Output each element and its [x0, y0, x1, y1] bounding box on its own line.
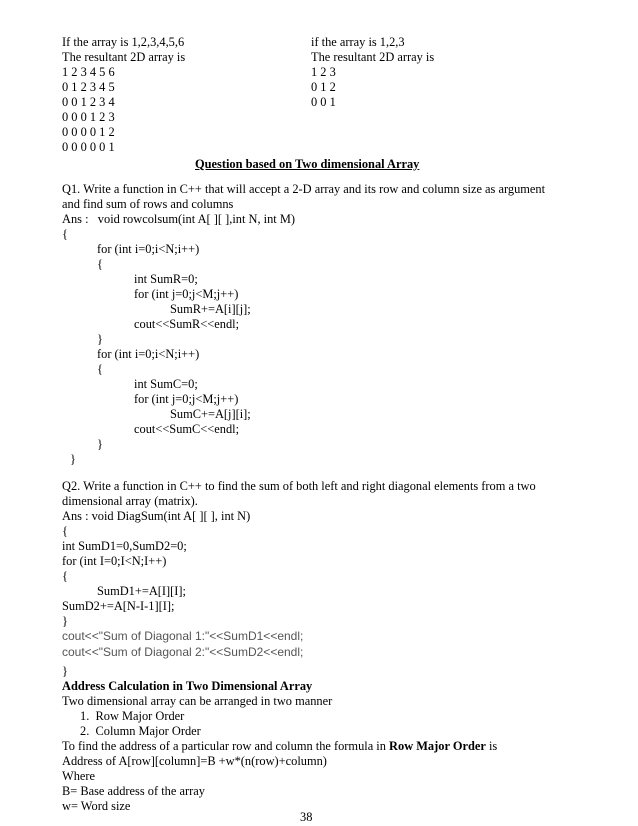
left-example-line: 0 0 0 1 2 3 [62, 110, 115, 124]
code-line: cout<<"Sum of Diagonal 2:"<<SumD2<<endl; [62, 645, 304, 659]
code-line: } [62, 614, 68, 628]
code-line: } [97, 437, 103, 451]
code-line: } [97, 332, 103, 346]
base-address-definition: B= Base address of the array [62, 784, 205, 798]
left-example-line: 0 0 0 0 1 2 [62, 125, 115, 139]
code-line: int SumR=0; [134, 272, 198, 286]
q2-answer-signature: Ans : void DiagSum(int A[ ][ ], int N) [62, 509, 251, 523]
code-line: { [62, 227, 68, 241]
code-line: cout<<SumC<<endl; [134, 422, 240, 436]
code-line: for (int j=0;j<M;j++) [134, 287, 239, 301]
right-example-line: 0 1 2 [311, 80, 336, 94]
q2-text-line2: dimensional array (matrix). [62, 494, 198, 508]
formula-intro-pre: To find the address of a particular row and column the formula in [62, 739, 390, 753]
right-example-line: The resultant 2D array is [311, 50, 435, 64]
code-line: for (int i=0;i<N;i++) [97, 347, 200, 361]
q1-text-line1: Q1. Write a function in C++ that will accept a 2-D array and its row and column size as argument [62, 182, 546, 196]
code-line: { [97, 362, 103, 376]
left-example-line: If the array is 1,2,3,4,5,6 [62, 35, 185, 49]
code-line: { [97, 257, 103, 271]
code-line: cout<<SumR<<endl; [134, 317, 240, 331]
code-line: int SumD1=0,SumD2=0; [62, 539, 187, 553]
address-heading: Address Calculation in Two Dimensional Array [62, 679, 313, 693]
right-example-line: 0 0 1 [311, 95, 336, 109]
left-example-line: 1 2 3 4 5 6 [62, 65, 115, 79]
where-label: Where [62, 769, 96, 783]
code-line: SumR+=A[i][j]; [170, 302, 251, 316]
code-line: for (int i=0;i<N;i++) [97, 242, 200, 256]
list-item: 1. Row Major Order [80, 709, 185, 723]
left-example-line: The resultant 2D array is [62, 50, 186, 64]
section-heading: Question based on Two dimensional Array [195, 157, 420, 171]
code-line: int SumC=0; [134, 377, 198, 391]
row-major-order-term: Row Major Order [389, 739, 486, 753]
page-number: 38 [300, 810, 313, 824]
list-item: 2. Column Major Order [80, 724, 201, 738]
code-line: } [62, 664, 68, 678]
left-example-line: 0 0 0 0 0 1 [62, 140, 115, 154]
formula-intro [62, 739, 497, 754]
word-size-definition: w= Word size [62, 799, 131, 813]
right-example-line: 1 2 3 [311, 65, 336, 79]
q2-text-line1: Q2. Write a function in C++ to find the sum of both left and right diagonal elements from a two [62, 479, 536, 493]
code-line: SumD2+=A[N-I-1][I]; [62, 599, 175, 613]
formula-intro-post: is [485, 739, 498, 753]
right-example-line: if the array is 1,2,3 [311, 35, 405, 49]
code-line: { [62, 524, 68, 538]
code-line: for (int I=0;I<N;I++) [62, 554, 167, 568]
code-line: cout<<"Sum of Diagonal 1:"<<SumD1<<endl; [62, 629, 304, 643]
address-formula: Address of A[row][column]=B +w*(n(row)+column) [62, 754, 327, 768]
q1-answer-signature: Ans : void rowcolsum(int A[ ][ ],int N, int M) [62, 212, 295, 226]
q1-text-line2: and find sum of rows and columns [62, 197, 234, 211]
code-line: } [70, 452, 76, 466]
code-line: SumC+=A[j][i]; [170, 407, 251, 421]
left-example-line: 0 1 2 3 4 5 [62, 80, 115, 94]
code-line: SumD1+=A[I][I]; [97, 584, 186, 598]
code-line: for (int j=0;j<M;j++) [134, 392, 239, 406]
left-example-line: 0 0 1 2 3 4 [62, 95, 115, 109]
address-intro: Two dimensional array can be arranged in two manner [62, 694, 333, 708]
code-line: { [62, 569, 68, 583]
